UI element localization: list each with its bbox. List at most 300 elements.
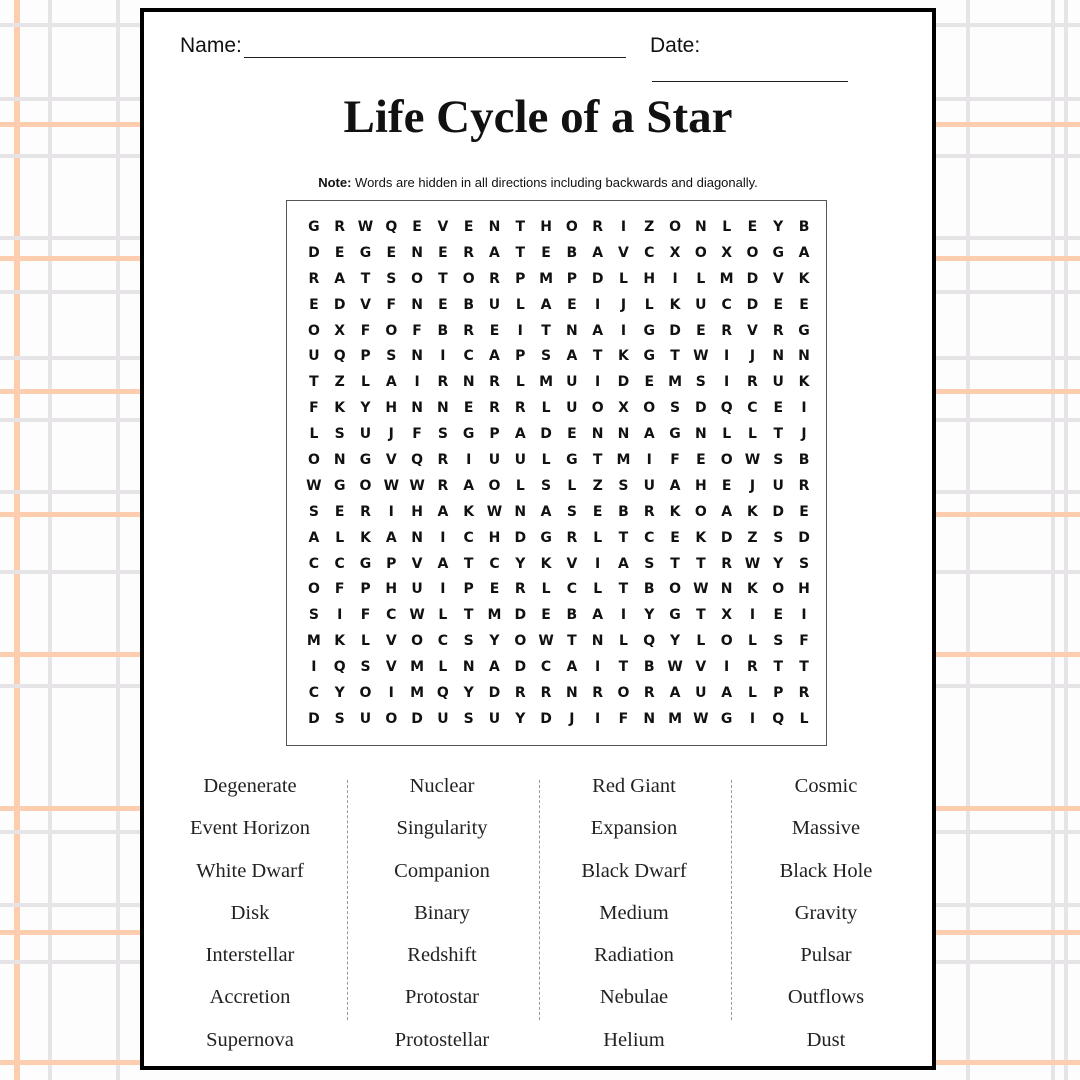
grid-cell[interactable]: R [360,503,371,520]
grid-cell[interactable]: A [489,348,500,365]
grid-cell[interactable]: A [566,659,578,676]
grid-cell[interactable]: I [672,270,678,287]
grid-cell[interactable]: E [644,374,655,391]
grid-cell[interactable]: D [514,529,527,546]
grid-cell[interactable]: W [744,452,761,469]
grid-cell[interactable]: Y [773,555,784,572]
grid-cell[interactable]: E [438,296,448,313]
grid-cell[interactable]: O [565,219,578,235]
grid-cell[interactable]: T [670,555,680,572]
grid-cell[interactable]: G [669,426,681,443]
grid-cell[interactable]: S [386,270,397,287]
grid-cell[interactable]: N [437,400,449,417]
grid-cell[interactable]: A [463,477,475,494]
grid-cell[interactable]: O [617,685,630,702]
grid-cell[interactable]: T [515,219,526,235]
grid-cell[interactable]: R [437,477,449,494]
grid-cell[interactable]: L [541,452,551,469]
grid-cell[interactable]: K [360,529,371,546]
grid-cell[interactable]: D [514,659,527,676]
grid-cell[interactable]: B [798,219,810,235]
grid-cell[interactable]: G [798,322,810,339]
grid-cell[interactable]: W [306,477,322,494]
grid-cell[interactable]: E [386,244,397,261]
grid-cell[interactable]: C [489,555,500,572]
grid-cell[interactable]: T [541,322,551,339]
grid-cell[interactable]: A [669,685,681,702]
grid-cell[interactable]: L [747,633,757,650]
grid-cell[interactable]: P [463,581,474,598]
grid-cell[interactable]: E [438,244,448,261]
grid-cell[interactable]: W [744,555,761,572]
grid-cell[interactable]: R [747,374,758,391]
grid-cell[interactable]: A [592,607,604,624]
grid-cell[interactable]: I [724,374,730,391]
grid-cell[interactable]: S [773,529,784,546]
grid-cell[interactable]: K [695,529,707,546]
grid-cell[interactable]: V [385,659,397,676]
grid-cell[interactable]: O [514,633,527,650]
grid-cell[interactable]: A [643,426,655,443]
grid-cell[interactable]: N [462,659,475,676]
grid-cell[interactable]: C [308,555,320,572]
grid-cell[interactable]: L [722,219,732,235]
grid-cell[interactable]: L [593,529,603,546]
grid-cell[interactable]: R [772,322,784,339]
grid-cell[interactable]: I [595,374,601,391]
grid-cell[interactable]: N [566,322,578,339]
grid-cell[interactable]: K [747,581,758,598]
grid-cell[interactable]: V [385,633,397,650]
grid-cell[interactable]: L [541,581,551,598]
grid-cell[interactable]: E [773,400,784,417]
grid-cell[interactable]: T [799,659,809,676]
grid-cell[interactable]: Z [334,374,345,391]
grid-cell[interactable]: I [414,374,420,391]
grid-cell[interactable]: G [566,452,578,469]
grid-cell[interactable]: V [566,555,578,572]
grid-cell[interactable]: S [695,374,706,391]
grid-cell[interactable]: A [385,529,397,546]
grid-cell[interactable]: V [695,659,707,676]
grid-cell[interactable]: K [618,348,629,365]
grid-cell[interactable]: I [517,322,523,339]
grid-cell[interactable]: R [489,374,500,391]
grid-cell[interactable]: D [308,244,320,261]
grid-cell[interactable]: O [694,244,707,261]
grid-cell[interactable]: Y [489,633,500,650]
grid-cell[interactable]: N [411,296,423,313]
grid-cell[interactable]: N [591,633,604,650]
grid-cell[interactable]: O [307,581,320,598]
grid-cell[interactable]: L [644,296,654,313]
grid-cell[interactable]: B [618,503,629,520]
grid-cell[interactable]: D [540,710,552,727]
grid-cell[interactable]: C [747,400,758,417]
grid-cell[interactable]: O [488,477,501,494]
grid-cell[interactable]: Q [385,219,398,235]
grid-cell[interactable]: Y [515,710,526,727]
grid-cell[interactable]: C [721,296,732,313]
grid-cell[interactable]: R [489,400,500,417]
grid-cell[interactable]: D [746,296,759,313]
grid-cell[interactable]: I [466,452,472,469]
grid-cell[interactable]: S [463,710,474,727]
grid-cell[interactable]: I [440,529,446,546]
grid-cell[interactable]: E [696,452,706,469]
grid-cell[interactable]: F [412,322,422,339]
grid-cell[interactable]: N [411,244,423,261]
grid-cell[interactable]: N [462,374,475,391]
grid-cell[interactable]: W [357,219,374,235]
grid-cell[interactable]: E [412,219,422,235]
grid-cell[interactable]: G [359,244,372,261]
grid-cell[interactable]: V [747,322,758,339]
grid-cell[interactable]: Q [333,659,346,676]
grid-cell[interactable]: R [463,322,475,339]
grid-cell[interactable]: S [308,503,319,520]
grid-cell[interactable]: B [798,452,810,469]
grid-cell[interactable]: G [359,452,372,469]
grid-cell[interactable]: E [799,296,809,313]
grid-cell[interactable]: U [643,477,655,494]
grid-cell[interactable]: A [721,503,733,520]
grid-cell[interactable]: M [539,270,554,287]
grid-cell[interactable]: S [773,452,784,469]
grid-cell[interactable]: I [595,710,601,727]
grid-cell[interactable]: I [620,607,627,624]
grid-cell[interactable]: I [620,219,627,235]
grid-cell[interactable]: A [514,426,526,443]
grid-cell[interactable]: A [540,296,552,313]
grid-cell[interactable]: D [617,374,630,391]
grid-cell[interactable]: T [463,555,474,572]
grid-cell[interactable]: P [386,555,397,572]
grid-cell[interactable]: E [489,581,500,598]
grid-cell[interactable]: O [720,633,733,650]
grid-cell[interactable]: C [644,529,655,546]
grid-cell[interactable]: D [488,685,501,702]
grid-cell[interactable]: U [308,348,320,365]
grid-cell[interactable]: L [438,607,448,624]
grid-cell[interactable]: D [746,270,759,287]
grid-cell[interactable]: I [595,659,601,676]
grid-cell[interactable]: F [360,322,371,339]
grid-cell[interactable]: H [385,400,398,417]
grid-cell[interactable]: F [360,607,371,624]
grid-cell[interactable]: R [747,659,758,676]
grid-cell[interactable]: M [616,452,631,469]
grid-cell[interactable]: N [798,348,810,365]
grid-cell[interactable]: Q [411,452,424,469]
grid-cell[interactable]: S [386,348,397,365]
grid-cell[interactable]: E [696,322,706,339]
grid-cell[interactable]: E [747,219,758,235]
grid-cell[interactable]: P [360,348,371,365]
grid-cell[interactable]: A [334,270,346,287]
grid-cell[interactable]: T [515,244,526,261]
grid-cell[interactable]: E [463,219,474,235]
grid-cell[interactable]: X [721,244,733,261]
grid-cell[interactable]: Q [643,633,656,650]
grid-cell[interactable]: I [440,348,446,365]
grid-cell[interactable]: Y [334,685,345,702]
grid-cell[interactable]: L [438,659,448,676]
grid-cell[interactable]: Z [644,219,655,235]
grid-cell[interactable]: P [489,426,500,443]
grid-cell[interactable]: I [724,659,730,676]
grid-cell[interactable]: R [514,581,526,598]
grid-cell[interactable]: H [694,477,707,494]
grid-cell[interactable]: M [719,270,734,287]
grid-cell[interactable]: P [515,270,526,287]
grid-cell[interactable]: A [437,555,449,572]
grid-cell[interactable]: I [440,581,446,598]
grid-cell[interactable]: V [772,270,784,287]
grid-cell[interactable]: E [541,244,551,261]
grid-cell[interactable]: M [487,607,502,624]
grid-cell[interactable]: C [463,348,474,365]
grid-cell[interactable]: U [772,477,784,494]
grid-cell[interactable]: A [308,529,320,546]
grid-cell[interactable]: Q [772,710,785,727]
grid-cell[interactable]: O [643,400,656,417]
grid-cell[interactable]: P [360,581,371,598]
grid-cell[interactable]: L [309,426,319,443]
grid-cell[interactable]: I [620,322,627,339]
grid-cell[interactable]: I [388,685,394,702]
grid-cell[interactable]: D [514,607,527,624]
grid-cell[interactable]: S [798,555,810,572]
grid-cell[interactable]: R [514,685,526,702]
grid-cell[interactable]: I [311,659,317,676]
date-blank-line[interactable] [652,61,848,82]
grid-cell[interactable]: R [798,477,810,494]
grid-cell[interactable]: F [799,633,809,650]
grid-cell[interactable]: Y [644,607,655,624]
grid-cell[interactable]: V [411,555,423,572]
grid-cell[interactable]: H [798,581,810,598]
grid-cell[interactable]: F [386,296,397,313]
grid-cell[interactable]: U [359,426,372,443]
grid-cell[interactable]: A [540,503,552,520]
grid-cell[interactable]: T [438,270,448,287]
grid-cell[interactable]: E [799,503,809,520]
grid-cell[interactable]: B [437,322,449,339]
grid-cell[interactable]: W [667,659,683,676]
grid-cell[interactable]: C [463,529,474,546]
grid-cell[interactable]: R [566,529,578,546]
grid-cell[interactable]: I [749,710,756,727]
grid-cell[interactable]: W [693,348,709,365]
grid-cell[interactable]: I [595,296,601,313]
grid-cell[interactable]: E [773,607,784,624]
grid-cell[interactable]: R [643,685,655,702]
grid-cell[interactable]: L [619,270,628,287]
grid-cell[interactable]: A [489,659,500,676]
grid-cell[interactable]: N [591,426,604,443]
name-blank-line[interactable] [244,37,626,58]
grid-cell[interactable]: E [541,607,551,624]
grid-cell[interactable]: Y [463,685,474,702]
grid-cell[interactable]: I [646,452,652,469]
grid-cell[interactable]: W [693,581,709,598]
grid-cell[interactable]: R [592,685,604,702]
grid-cell[interactable]: K [540,555,552,572]
grid-cell[interactable]: L [361,633,370,650]
grid-cell[interactable]: K [669,503,681,520]
grid-cell[interactable]: F [309,400,319,417]
grid-cell[interactable]: N [411,400,423,417]
grid-cell[interactable]: T [360,270,371,287]
grid-cell[interactable]: E [592,503,603,520]
grid-cell[interactable]: E [773,296,784,313]
grid-cell[interactable]: O [385,710,398,727]
grid-cell[interactable]: G [643,322,655,339]
grid-cell[interactable]: C [566,581,577,598]
grid-cell[interactable]: G [669,607,681,624]
grid-cell[interactable]: U [411,581,423,598]
grid-cell[interactable]: R [592,219,604,235]
grid-cell[interactable]: I [749,607,756,624]
grid-cell[interactable]: E [567,426,577,443]
grid-cell[interactable]: L [541,400,551,417]
grid-cell[interactable]: N [720,581,733,598]
grid-cell[interactable]: D [411,710,423,727]
grid-cell[interactable]: C [334,555,345,572]
grid-cell[interactable]: G [540,529,552,546]
grid-cell[interactable]: L [799,710,809,727]
grid-cell[interactable]: N [772,348,785,365]
grid-cell[interactable]: E [567,296,577,313]
grid-cell[interactable]: S [437,426,448,443]
grid-cell[interactable]: S [463,633,474,650]
grid-cell[interactable]: L [696,270,706,287]
grid-cell[interactable]: U [566,374,578,391]
grid-cell[interactable]: P [566,270,577,287]
grid-cell[interactable]: U [359,710,372,727]
grid-cell[interactable]: J [801,426,807,443]
grid-cell[interactable]: L [696,633,706,650]
grid-cell[interactable]: Q [720,400,733,417]
grid-cell[interactable]: J [749,348,756,365]
grid-cell[interactable]: G [359,555,372,572]
grid-cell[interactable]: D [695,400,707,417]
grid-cell[interactable]: J [569,710,575,727]
grid-cell[interactable]: M [410,685,425,702]
grid-cell[interactable]: O [359,685,372,702]
grid-cell[interactable]: R [798,685,810,702]
grid-cell[interactable]: E [489,322,500,339]
grid-cell[interactable]: K [747,503,758,520]
grid-cell[interactable]: O [411,270,424,287]
grid-cell[interactable]: B [566,607,578,624]
grid-cell[interactable]: A [437,503,449,520]
grid-cell[interactable]: N [566,685,578,702]
grid-cell[interactable]: Q [436,685,449,702]
grid-cell[interactable]: D [798,529,810,546]
grid-cell[interactable]: R [437,374,449,391]
grid-cell[interactable]: E [670,529,680,546]
grid-cell[interactable]: L [747,426,757,443]
grid-cell[interactable]: D [669,322,681,339]
grid-cell[interactable]: T [618,581,629,598]
grid-cell[interactable]: T [618,529,629,546]
grid-cell[interactable]: M [306,633,321,650]
grid-cell[interactable]: S [566,503,577,520]
grid-cell[interactable]: O [669,219,681,235]
grid-cell[interactable]: K [798,270,810,287]
grid-cell[interactable]: X [334,322,346,339]
grid-cell[interactable]: N [488,219,501,235]
grid-cell[interactable]: I [388,503,394,520]
grid-cell[interactable]: O [359,477,372,494]
grid-cell[interactable]: F [618,710,629,727]
grid-cell[interactable]: W [383,477,400,494]
grid-cell[interactable]: K [334,633,346,650]
grid-cell[interactable]: A [385,374,397,391]
grid-cell[interactable]: N [514,503,527,520]
grid-cell[interactable]: R [334,219,346,235]
grid-cell[interactable]: W [409,607,425,624]
grid-cell[interactable]: F [334,581,345,598]
grid-cell[interactable]: K [798,374,810,391]
grid-cell[interactable]: O [720,452,733,469]
grid-cell[interactable]: R [514,400,526,417]
grid-cell[interactable]: T [670,348,680,365]
grid-cell[interactable]: S [644,555,655,572]
name-field[interactable] [180,34,626,58]
grid-cell[interactable]: T [567,633,577,650]
grid-cell[interactable]: Z [592,477,603,494]
grid-cell[interactable]: A [669,477,681,494]
grid-cell[interactable]: R [721,555,733,572]
grid-cell[interactable]: X [618,400,629,417]
grid-cell[interactable]: D [540,426,552,443]
grid-cell[interactable]: R [540,685,552,702]
grid-cell[interactable]: O [669,581,681,598]
grid-cell[interactable]: C [644,244,655,261]
grid-cell[interactable]: M [668,374,683,391]
grid-cell[interactable]: W [486,503,503,520]
grid-cell[interactable]: D [308,710,320,727]
grid-cell[interactable]: T [773,426,784,443]
grid-cell[interactable]: S [334,710,345,727]
grid-cell[interactable]: I [724,348,730,365]
grid-cell[interactable]: U [437,710,449,727]
grid-cell[interactable]: C [540,659,552,676]
grid-cell[interactable]: R [721,322,733,339]
grid-cell[interactable]: E [721,477,732,494]
grid-cell[interactable]: T [696,607,706,624]
grid-cell[interactable]: V [385,452,397,469]
grid-cell[interactable]: Y [360,400,371,417]
grid-cell[interactable]: N [411,529,423,546]
grid-cell[interactable]: C [386,607,397,624]
grid-cell[interactable]: O [385,322,398,339]
grid-cell[interactable]: S [773,633,784,650]
grid-cell[interactable]: R [489,270,500,287]
grid-cell[interactable]: V [360,296,371,313]
grid-cell[interactable]: N [694,219,707,235]
grid-cell[interactable]: S [308,607,319,624]
grid-cell[interactable]: O [307,452,320,469]
grid-cell[interactable]: V [437,219,449,235]
grid-cell[interactable]: X [721,607,733,624]
grid-cell[interactable]: S [670,400,681,417]
grid-cell[interactable]: R [463,244,475,261]
grid-cell[interactable]: P [515,348,526,365]
